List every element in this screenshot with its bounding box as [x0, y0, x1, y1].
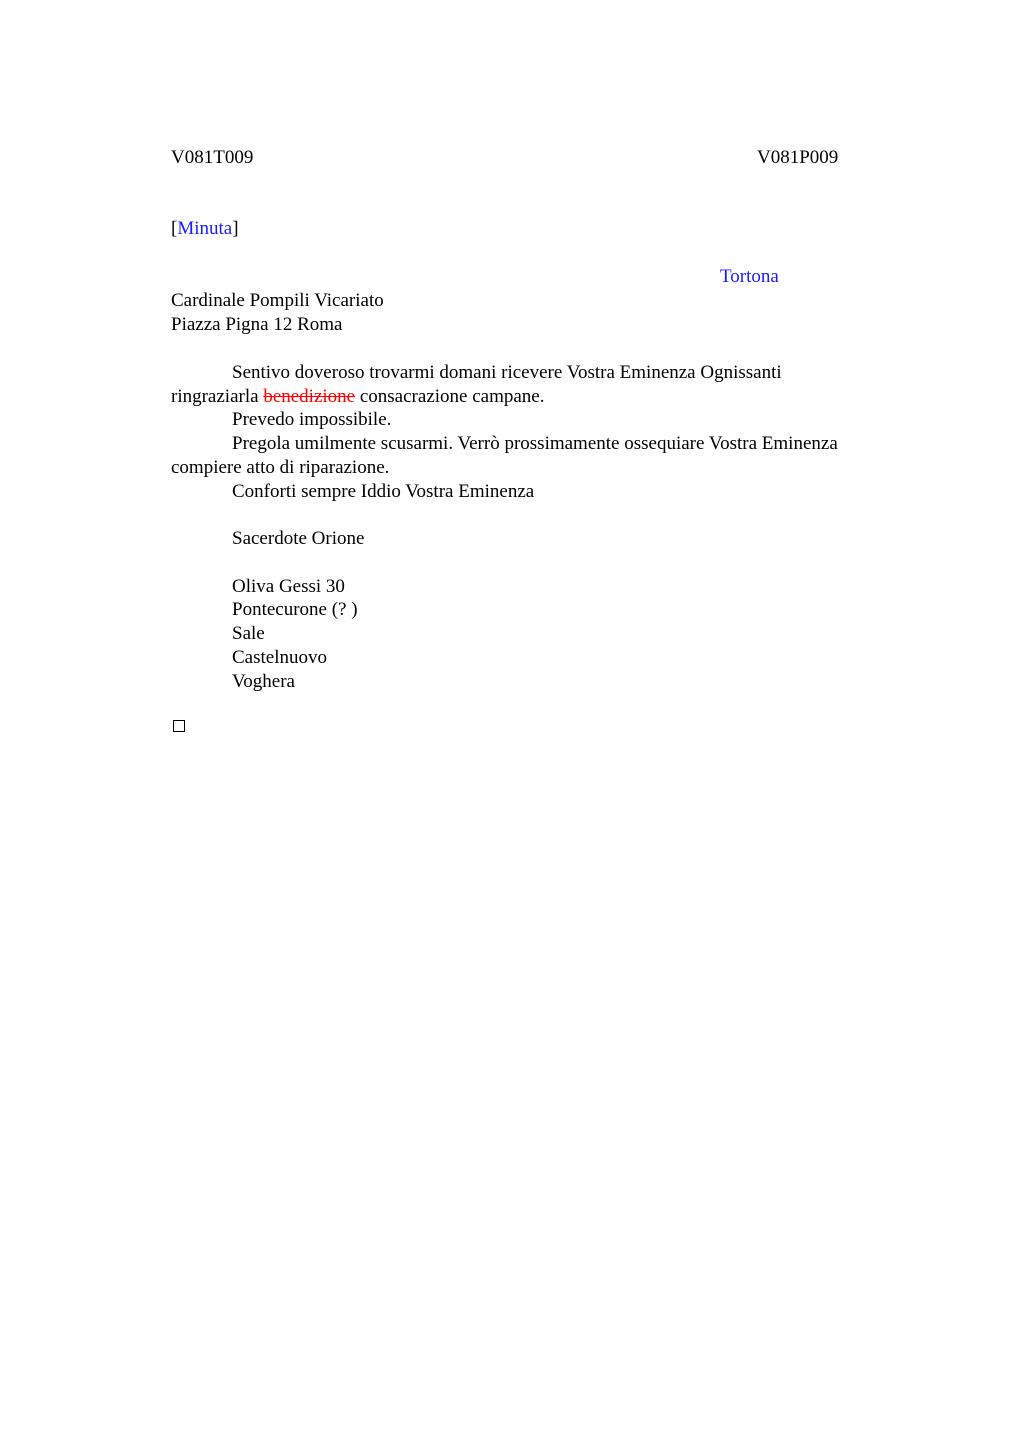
signature: Sacerdote Orione — [232, 528, 365, 549]
paragraph-3-line-1: Pregola umilmente scusarmi. Verrò prossimamente ossequiare Vostra Eminenza — [232, 433, 838, 454]
list-item: Castelnuovo — [232, 647, 327, 668]
recipient-line-2: Piazza Pigna 12 Roma — [171, 314, 343, 335]
close-bracket: ] — [232, 218, 239, 239]
checkbox-square-icon — [173, 720, 185, 732]
minuta-note — [171, 217, 239, 241]
list-item: Voghera — [232, 671, 295, 692]
paragraph-4: Conforti sempre Iddio Vostra Eminenza — [232, 481, 535, 502]
minuta-label: Minuta — [177, 218, 233, 239]
paragraph-2: Prevedo impossibile. — [232, 409, 392, 430]
paragraph-3-line-2: compiere atto di riparazione. — [171, 457, 390, 478]
paragraph-1-line-2 — [171, 385, 544, 409]
list-item: Sale — [232, 623, 265, 644]
document-code-right: V081P009 — [757, 147, 839, 168]
paragraph-1-line-1: Sentivo doveroso trovarmi domani ricevere Vostra Eminenza Ognissanti — [232, 362, 782, 383]
deleted-word: benedizione — [263, 386, 356, 407]
list-item: Pontecurone (? ) — [232, 599, 358, 620]
place-name: Tortona — [720, 266, 779, 287]
open-bracket: [ — [171, 218, 178, 239]
recipient-line-1: Cardinale Pompili Vicariato — [171, 290, 384, 311]
list-item: Oliva Gessi 30 — [232, 576, 345, 597]
paragraph-1-text-end: consacrazione campane. — [355, 386, 545, 407]
paragraph-1-text-start: ringraziarla — [171, 386, 264, 407]
document-code-left: V081T009 — [171, 147, 254, 168]
